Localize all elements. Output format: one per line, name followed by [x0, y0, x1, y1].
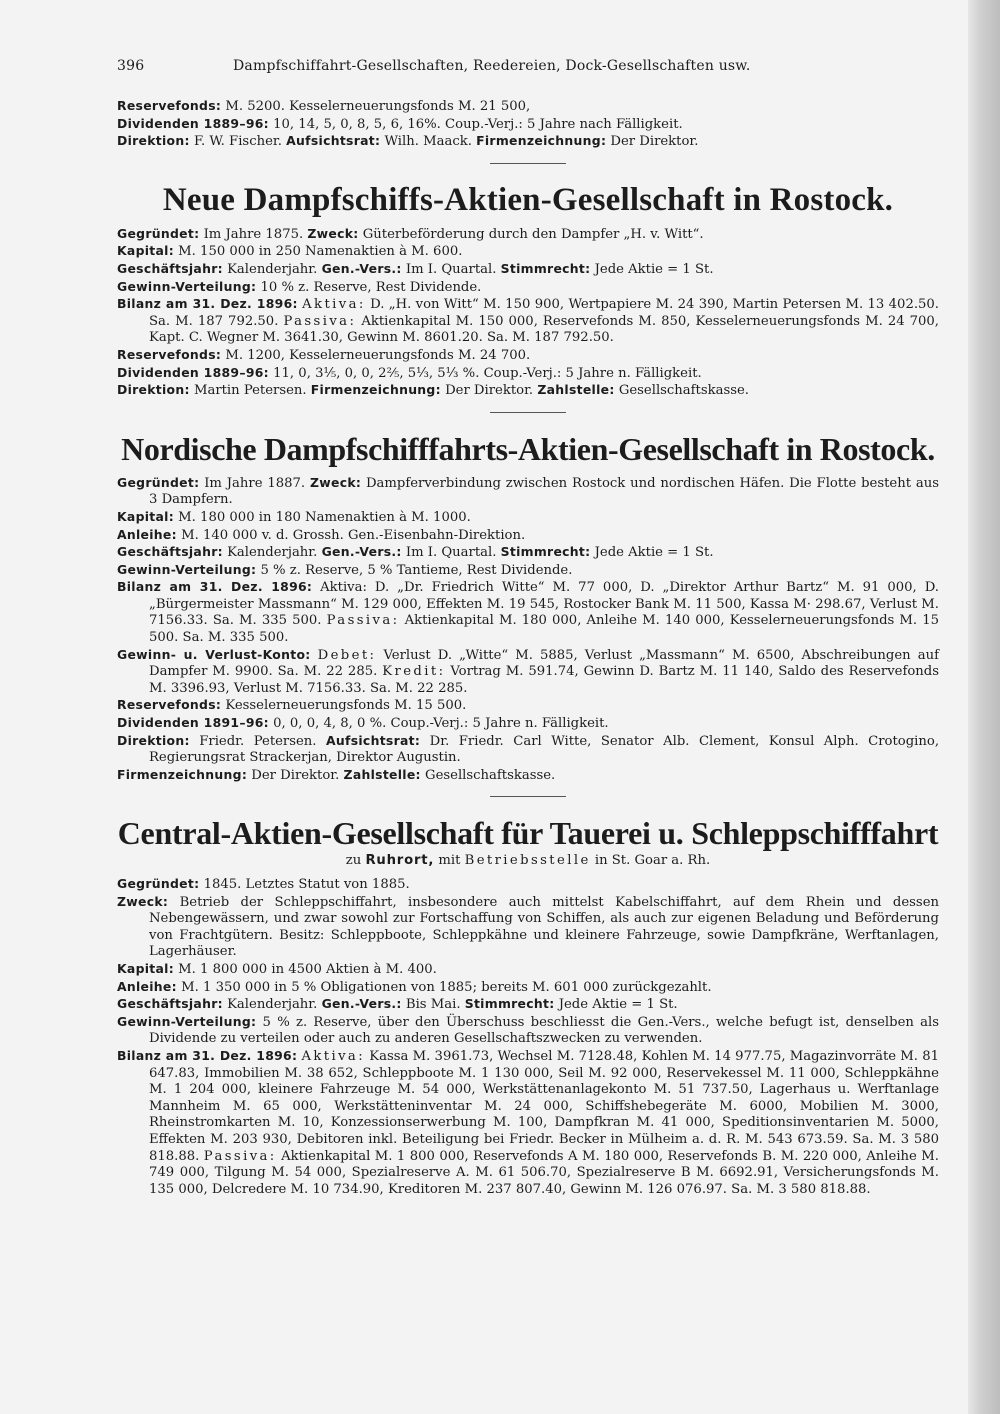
entry-bilanz: Bilanz am 31. Dez. 1896: Aktiva: D. „H. von Witt“ M. 150 900, Wertpapiere M. 24 390, Martin Petersen M. 13 402.50. Sa. M. 187 792.50. Passiva: Aktienkapital M. 150 000, Reservefonds M. 850, Kesselerneuerungsfonds M. 24 700, Kapt. C. Wegner M. 3641.30, Gewinn M. 8601.20. Sa. M. 187 792.50. — [117, 296, 939, 346]
entry-kapital: Kapital: M. 180 000 in 180 Namenaktien à M. 1000. — [117, 508, 471, 525]
running-header — [117, 58, 939, 80]
page-number: 396 — [117, 58, 145, 74]
entry-geschaeftsjahr: Geschäftsjahr: Kalenderjahr. Gen.-Vers.: Im I. Quartal. Stimmrecht: Jede Aktie = 1 St. — [117, 260, 714, 277]
entry-geschaeftsjahr: Geschäftsjahr: Kalenderjahr. Gen.-Vers.: Bis Mai. Stimmrecht: Jede Aktie = 1 St. — [117, 996, 678, 1013]
entry-gewinn-verteilung: Gewinn-Verteilung: 5 % z. Reserve, 5 % Tantieme, Rest Dividende. — [117, 561, 573, 578]
company-section — [117, 815, 939, 1198]
entry-direktion: Direktion: Martin Petersen. Firmenzeichnung: Der Direktor. Zahlstelle: Gesellschaftskasse. — [117, 382, 750, 399]
section-divider — [490, 796, 566, 797]
entry-gegruendet: Gegründet: Im Jahre 1887. Zweck: Dampferverbindung zwischen Rostock und nordischen Häfen. Die Flotte besteht aus 3 Dampfern. — [117, 474, 939, 508]
entry-bilanz: Bilanz am 31. Dez. 1896: Aktiva: D. „Dr. Friedrich Witte“ M. 77 000, D. „Direktor Arthur Bartz“ M. 91 000, D. „Bürgermeister Massmann“ M. 129 000, Effekten M. 19 545, Rostocker Bank M. 11 500, Kassa M· 298.67, Verlust M. 7156.33. Sa. M. 335 500. Passiva: Aktienkapital M. 180 000, Anleihe M. 140 000, Kesselerneuerungsfonds M. 15 500. Sa. M. 335 500. — [117, 579, 940, 646]
company-title: Nordische Dampfschifffahrts-Aktien-Gesellschaft in Rostock. — [121, 430, 935, 467]
entry-anleihe: Anleihe: M. 140 000 v. d. Grossh. Gen.-Eisenbahn-Direktion. — [117, 526, 526, 543]
entry-geschaeftsjahr: Geschäftsjahr: Kalenderjahr. Gen.-Vers.: Im I. Quartal. Stimmrecht: Jede Aktie = 1 St. — [117, 544, 714, 561]
entry-gewinn-verteilung: Gewinn-Verteilung: 5 % z. Reserve, über den Überschuss beschliesst die Gen.-Vers., welche befugt ist, denselben als Dividende zu verteilen oder auch zu anderen Gesellschaftszwecken zu verwenden. — [117, 1013, 939, 1047]
entry-anleihe: Anleihe: M. 1 350 000 in 5 % Obligationen von 1885; bereits M. 601 000 zurückgezahlt. — [117, 978, 712, 995]
entry-reservefonds: Reservefonds: Kesselerneuerungsfonds M. 15 500. — [117, 697, 467, 714]
entry-bilanz: Bilanz am 31. Dez. 1896: Aktiva: Kassa M. 3961.73, Wechsel M. 7128.48, Kohlen M. 14 977.75, Magazinvorräte M. 81 647.83, Immobilien M. 38 652, Schleppboote M. 1 130 000, Seil M. 92 000, Reservekessel M. 11 000, Schleppkähne M. 1 204 000, kleinere Fahrzeuge M. 54 000, Werkstättenanlagekonto M. 51 737.50, Lagerhaus u. Werftanlage Mannheim M. 65 000, Werkstätteninventar M. 24 000, Schiffshebegeräte M. 6000, Mobilien M. 3000, Rheinstromkarten M. 10, Konzessionserwerbung M. 100, Dampfkran M. 41 000, Speditionsinventarien M. 5000, Effekten M. 203 930, Debitoren inkl. Beteiligung bei Friedr. Becker in Mülheim a. d. R. M. 543 673.59. Sa. M. 3 580 818.88. Passiva: Aktienkapital M. 1 800 000, Reservefonds A M. 180 000, Reservefonds B. M. 220 000, Anleihe M. 749 000, Tilgung M. 54 000, Spezialreserve A. M. 61 506.70, Spezialreserve B M. 6692.91, Versicherungsfonds M. 135 000, Delcredere M. 10 734.90, Kreditoren M. 237 807.40, Gewinn M. 126 076.97. Sa. M. 3 580 818.88. — [117, 1047, 939, 1197]
running-title: Dampfschiffahrt-Gesellschaften, Reedereien, Dock-Gesellschaften usw. — [233, 58, 751, 74]
entry-dividenden: Dividenden 1889–96: 11, 0, 3⅕, 0, 0, 2⅖, 5⅓, 5⅓ %. Coup.-Verj.: 5 Jahre n. Fälligkeit. — [117, 364, 702, 381]
company-title: Neue Dampfschiffs-Aktien-Gesellschaft in Rostock. — [162, 181, 894, 218]
entry-direktion: Direktion: F. W. Fischer. Aufsichtsrat: Wilh. Maack. Firmenzeichnung: Der Direktor. — [117, 133, 699, 150]
intro-section — [117, 98, 939, 164]
section-divider — [490, 412, 566, 413]
entry-gewinn-verlust-konto: Gewinn- u. Verlust-Konto: Debet: Verlust D. „Witte“ M. 5885, Verlust „Massmann“ M. 6500, Abschreibungen auf Dampfer M. 9900. Sa. M. 22 285. Kredit: Vortrag M. 591.74, Gewinn D. Bartz M. 11 140, Saldo des Reservefonds M. 3396.93, Verlust M. 7156.33. Sa. M. 22 285. — [117, 646, 939, 696]
company-subtitle: zu Ruhrort, mit Betriebsstelle in St. Goar a. Rh. — [345, 853, 711, 869]
entry-gewinn-verteilung: Gewinn-Verteilung: 10 % z. Reserve, Rest Dividende. — [117, 278, 482, 295]
entry-dividenden: Dividenden 1889–96: 10, 14, 5, 0, 8, 5, 6, 16%. Coup.-Verj.: 5 Jahre nach Fälligkeit. — [117, 115, 683, 132]
entry-gegruendet: Gegründet: Im Jahre 1875. Zweck: Güterbeförderung durch den Dampfer „H. v. Witt“. — [117, 225, 704, 242]
entry-gegruendet: Gegründet: 1845. Letztes Statut von 1885. — [117, 876, 410, 892]
entry-zweck: Zweck: Betrieb der Schleppschiffahrt, insbesondere auch mittelst Kabelschiffahrt, auf dem Rhein und dessen Nebengewässern, und zwar sowohl zur Fortschaffung von Schiffen, als auch zur eigenen Beladung und Beförderung von Frachtgütern. Besitz: Schleppboote, Schleppkähne und kleinere Fahrzeuge, sowie Dampfkräne, Werftanlagen, Lagerhäuser. — [117, 893, 939, 960]
entry-direktion: Direktion: Friedr. Petersen. Aufsichtsrat: Dr. Friedr. Carl Witte, Senator Alb. Clement, Konsul Alph. Crotogino, Regierungsrat Strackerjan, Direktor Augustin. — [117, 732, 940, 766]
entry-firmenzeichnung: Firmenzeichnung: Der Direktor. Zahlstelle: Gesellschaftskasse. — [117, 766, 556, 783]
company-section — [117, 431, 939, 798]
entry-dividenden: Dividenden 1891–96: 0, 0, 0, 4, 8, 0 %. Coup.-Verj.: 5 Jahre n. Fälligkeit. — [117, 715, 609, 732]
company-section — [117, 182, 939, 413]
page-edge-shadow — [968, 0, 1000, 1414]
entry-reservefonds: Reservefonds: M. 5200. Kesselerneuerungsfonds M. 21 500, — [117, 98, 531, 114]
company-title: Central-Aktien-Gesellschaft für Tauerei u. Schleppschifffahrt — [117, 815, 939, 852]
document-page — [117, 58, 939, 1198]
entry-reservefonds: Reservefonds: M. 1200, Kesselerneuerungsfonds M. 24 700. — [117, 346, 531, 363]
section-divider — [490, 163, 566, 164]
entry-kapital: Kapital: M. 1 800 000 in 4500 Aktien à M. 400. — [117, 960, 437, 977]
entry-kapital: Kapital: M. 150 000 in 250 Namenaktien à M. 600. — [117, 243, 463, 260]
